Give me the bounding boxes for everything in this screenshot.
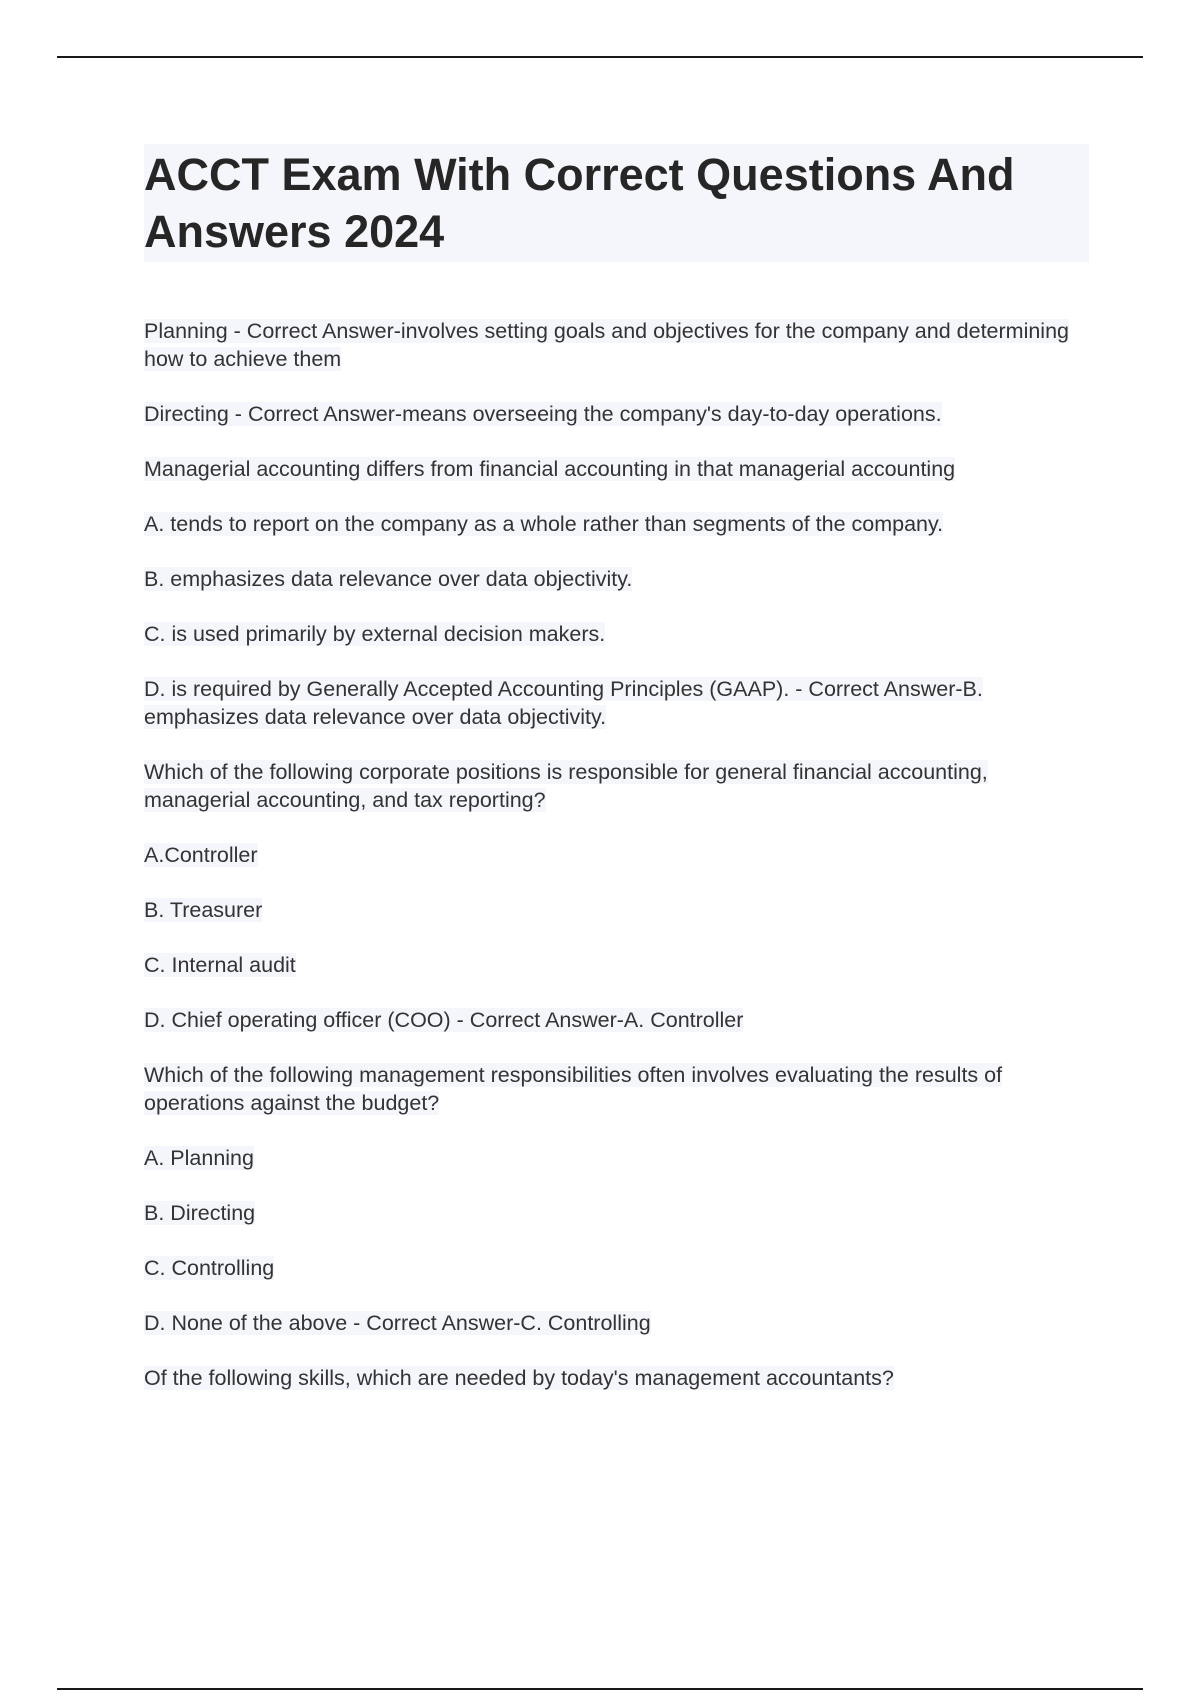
title-block: [144, 144, 1089, 262]
paragraph-directing: [144, 400, 1089, 428]
paragraph-text: Planning - Correct Answer-involves setting goals and objectives for the company and determining how to achieve them: [144, 319, 1069, 371]
question-2-option-b: [144, 896, 1089, 924]
document-title: ACCT Exam With Correct Questions And Answers 2024: [144, 149, 1015, 257]
paragraph-text: C. is used primarily by external decision makers.: [144, 622, 606, 646]
paragraph-planning: [144, 317, 1089, 373]
question-3: [144, 1061, 1089, 1117]
question-1: [144, 455, 1089, 483]
paragraph-text: B. Directing: [144, 1201, 256, 1225]
question-1-option-c: [144, 620, 1089, 648]
header-rule: [57, 56, 1143, 58]
question-3-option-d-answer: [144, 1309, 1089, 1337]
question-2-option-a: [144, 841, 1089, 869]
paragraph-text: C. Controlling: [144, 1256, 275, 1280]
question-2-option-c: [144, 951, 1089, 979]
document-body: [144, 144, 1089, 1419]
paragraph-text: A. tends to report on the company as a whole rather than segments of the company.: [144, 512, 944, 536]
question-2-option-d-answer: [144, 1006, 1089, 1034]
paragraph-text: C. Internal audit: [144, 953, 296, 977]
paragraph-text: B. Treasurer: [144, 898, 263, 922]
question-3-option-c: [144, 1254, 1089, 1282]
question-3-option-a: [144, 1144, 1089, 1172]
question-3-option-b: [144, 1199, 1089, 1227]
paragraph-text: B. emphasizes data relevance over data objectivity.: [144, 567, 633, 591]
paragraph-text: D. is required by Generally Accepted Accounting Principles (GAAP). - Correct Answer-B. emphasizes data relevance over data objectivity.: [144, 677, 983, 729]
paragraph-text: A. Planning: [144, 1146, 254, 1170]
paragraph-text: D. None of the above - Correct Answer-C. Controlling: [144, 1311, 651, 1335]
paragraph-text: Directing - Correct Answer-means overseeing the company's day-to-day operations.: [144, 402, 942, 426]
question-1-option-a: [144, 510, 1089, 538]
paragraph-text: Managerial accounting differs from financial accounting in that managerial accounting: [144, 457, 956, 481]
paragraph-text: Which of the following corporate positions is responsible for general financial accounting, managerial accounting, and tax reporting?: [144, 760, 988, 812]
paragraph-text: Of the following skills, which are needed by today's management accountants?: [144, 1366, 894, 1390]
footer-rule: [57, 1688, 1143, 1690]
question-1-option-d-answer: [144, 675, 1089, 731]
question-2: [144, 758, 1089, 814]
question-4: [144, 1364, 1089, 1392]
paragraph-text: A.Controller: [144, 843, 258, 867]
question-1-option-b: [144, 565, 1089, 593]
paragraph-text: D. Chief operating officer (COO) - Correct Answer-A. Controller: [144, 1008, 744, 1032]
paragraph-text: Which of the following management responsibilities often involves evaluating the results of operations against the budget?: [144, 1063, 1003, 1115]
